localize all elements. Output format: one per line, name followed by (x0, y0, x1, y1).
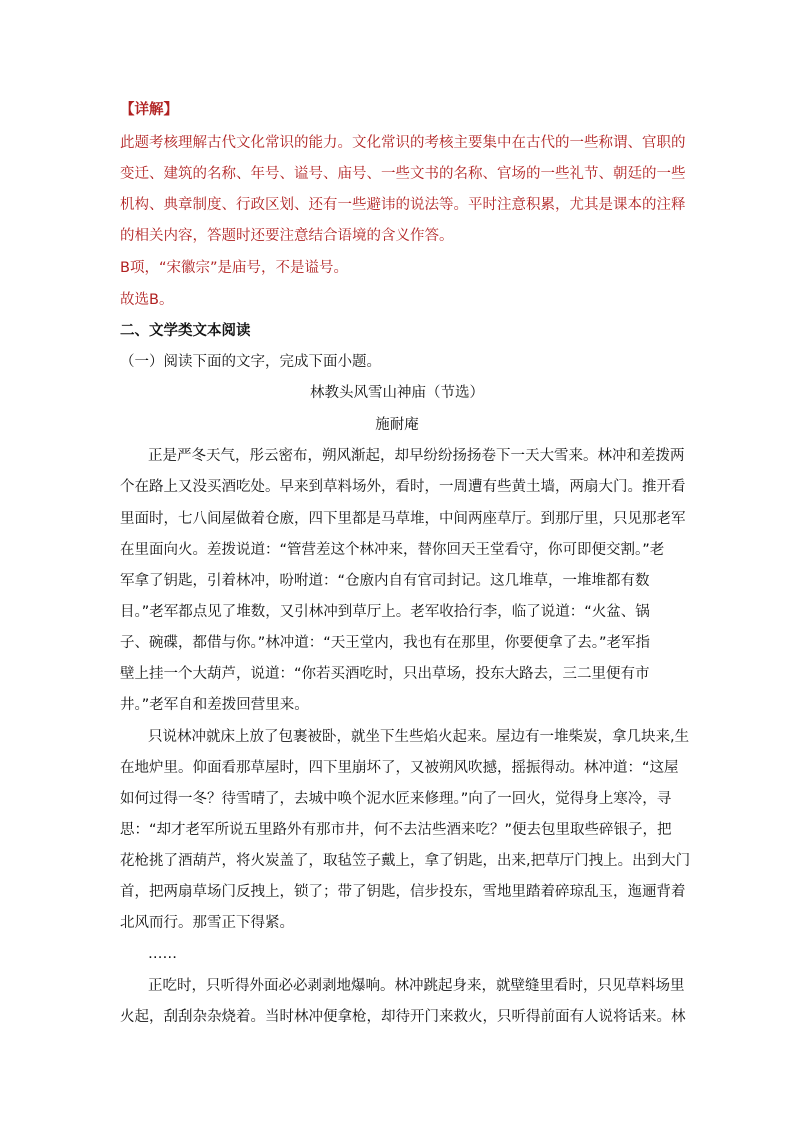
article-line: 在里面向火。差拨说道：“管营差这个林冲来，替你回天王堂看守，你可即便交割。”老 (120, 542, 665, 558)
article-line: 井。”老军自和差拨回营里来。 (120, 697, 309, 713)
section-title: 二、文学类文本阅读 (120, 323, 251, 339)
article-line: 思：“却才老军所说五里路外有那市井，何不去沽些酒来吃？”便去包里取些碎银子，把 (120, 822, 672, 838)
article-line: 里面时，七八间屋做着仓廒，四下里都是马草堆，中间两座草厅。到那厅里，只见那老军 (120, 511, 686, 527)
article-line: 在地炉里。仰面看那草屋时，四下里崩坏了，又被朔风吹撼，摇振得动。林冲道：“这屋 (120, 760, 679, 776)
explain-heading: 【详解】 (120, 102, 178, 118)
article-line: 火起，刮刮杂杂烧着。当时林冲便拿枪，却待开门来救火，只听得前面有人说将话来。林 (120, 1009, 686, 1025)
article-line: 壁上挂一个大葫芦，说道：“你若买酒吃时，只出草场，投东大路去，三二里便有市 (120, 666, 650, 682)
explain-line: B项，“宋徽宗”是庙号，不是谥号。 (120, 260, 348, 276)
article-line: 只说林冲就床上放了包裹被卧，就坐下生些焰火起来。屋边有一堆柴炭，拿几块来,生 (148, 729, 690, 745)
explain-line: 此题考核理解古代文化常识的能力。文化常识的考核主要集中在古代的一些称谓、官职的 (120, 135, 686, 151)
article-line: 花枪挑了酒葫芦，将火炭盖了，取毡笠子戴上，拿了钥匙，出来,把草厅门拽上。出到大门 (120, 853, 691, 869)
article-author: 施耐庵 (375, 417, 419, 433)
article-line: 正吃时，只听得外面必必剥剥地爆响。林冲跳起身来，就壁缝里看时，只见草料场里 (148, 978, 685, 994)
explain-line: 变迁、建筑的名称、年号、谥号、庙号、一些文书的名称、官场的一些礼节、朝廷的一些 (120, 166, 686, 182)
article-line: 北风而行。那雪正下得紧。 (120, 915, 294, 931)
article-title: 林教头风雪山神庙（节选） (310, 385, 484, 401)
explain-line: 的相关内容，答题时还要注意结合语境的含义作答。 (120, 228, 454, 244)
article-line: 如何过得一冬？待雪晴了，去城中唤个泥水匠来修理。”向了一回火，觉得身上寒冷，寻 (120, 791, 672, 807)
article-line: 目。”老军都点见了堆数，又引林冲到草厅上。老军收拾行李，临了说道：“火盆、锅 (120, 604, 650, 620)
article-line: 个在路上又没买酒吃处。早来到草料场外，看时，一周遭有些黄土墙，两扇大门。推开看 (120, 479, 686, 495)
section-instruction: （一）阅读下面的文字，完成下面小题。 (120, 354, 381, 370)
explain-line: 故选B。 (120, 292, 174, 308)
article-line: 子、碗碟，都借与你。”林冲道：“天王堂内，我也有在那里，你要便拿了去。”老军指 (120, 635, 651, 651)
article-line: 首，把两扇草场门反拽上，锁了；带了钥匙，信步投东，雪地里踏着碎琼乱玉，迤逦背着 (120, 884, 686, 900)
article-line: 军拿了钥匙，引着林冲，吩咐道：“仓廒内自有官司封记。这几堆草，一堆堆都有数 (120, 573, 650, 589)
article-line: 正是严冬天气，彤云密布，朔风渐起，却早纷纷扬扬卷下一天大雪来。林冲和差拨两 (148, 448, 685, 464)
ellipsis: …… (148, 946, 177, 962)
explain-line: 机构、典章制度、行政区划、还有一些避讳的说法等。平时注意积累，尤其是课本的注释 (120, 197, 686, 213)
